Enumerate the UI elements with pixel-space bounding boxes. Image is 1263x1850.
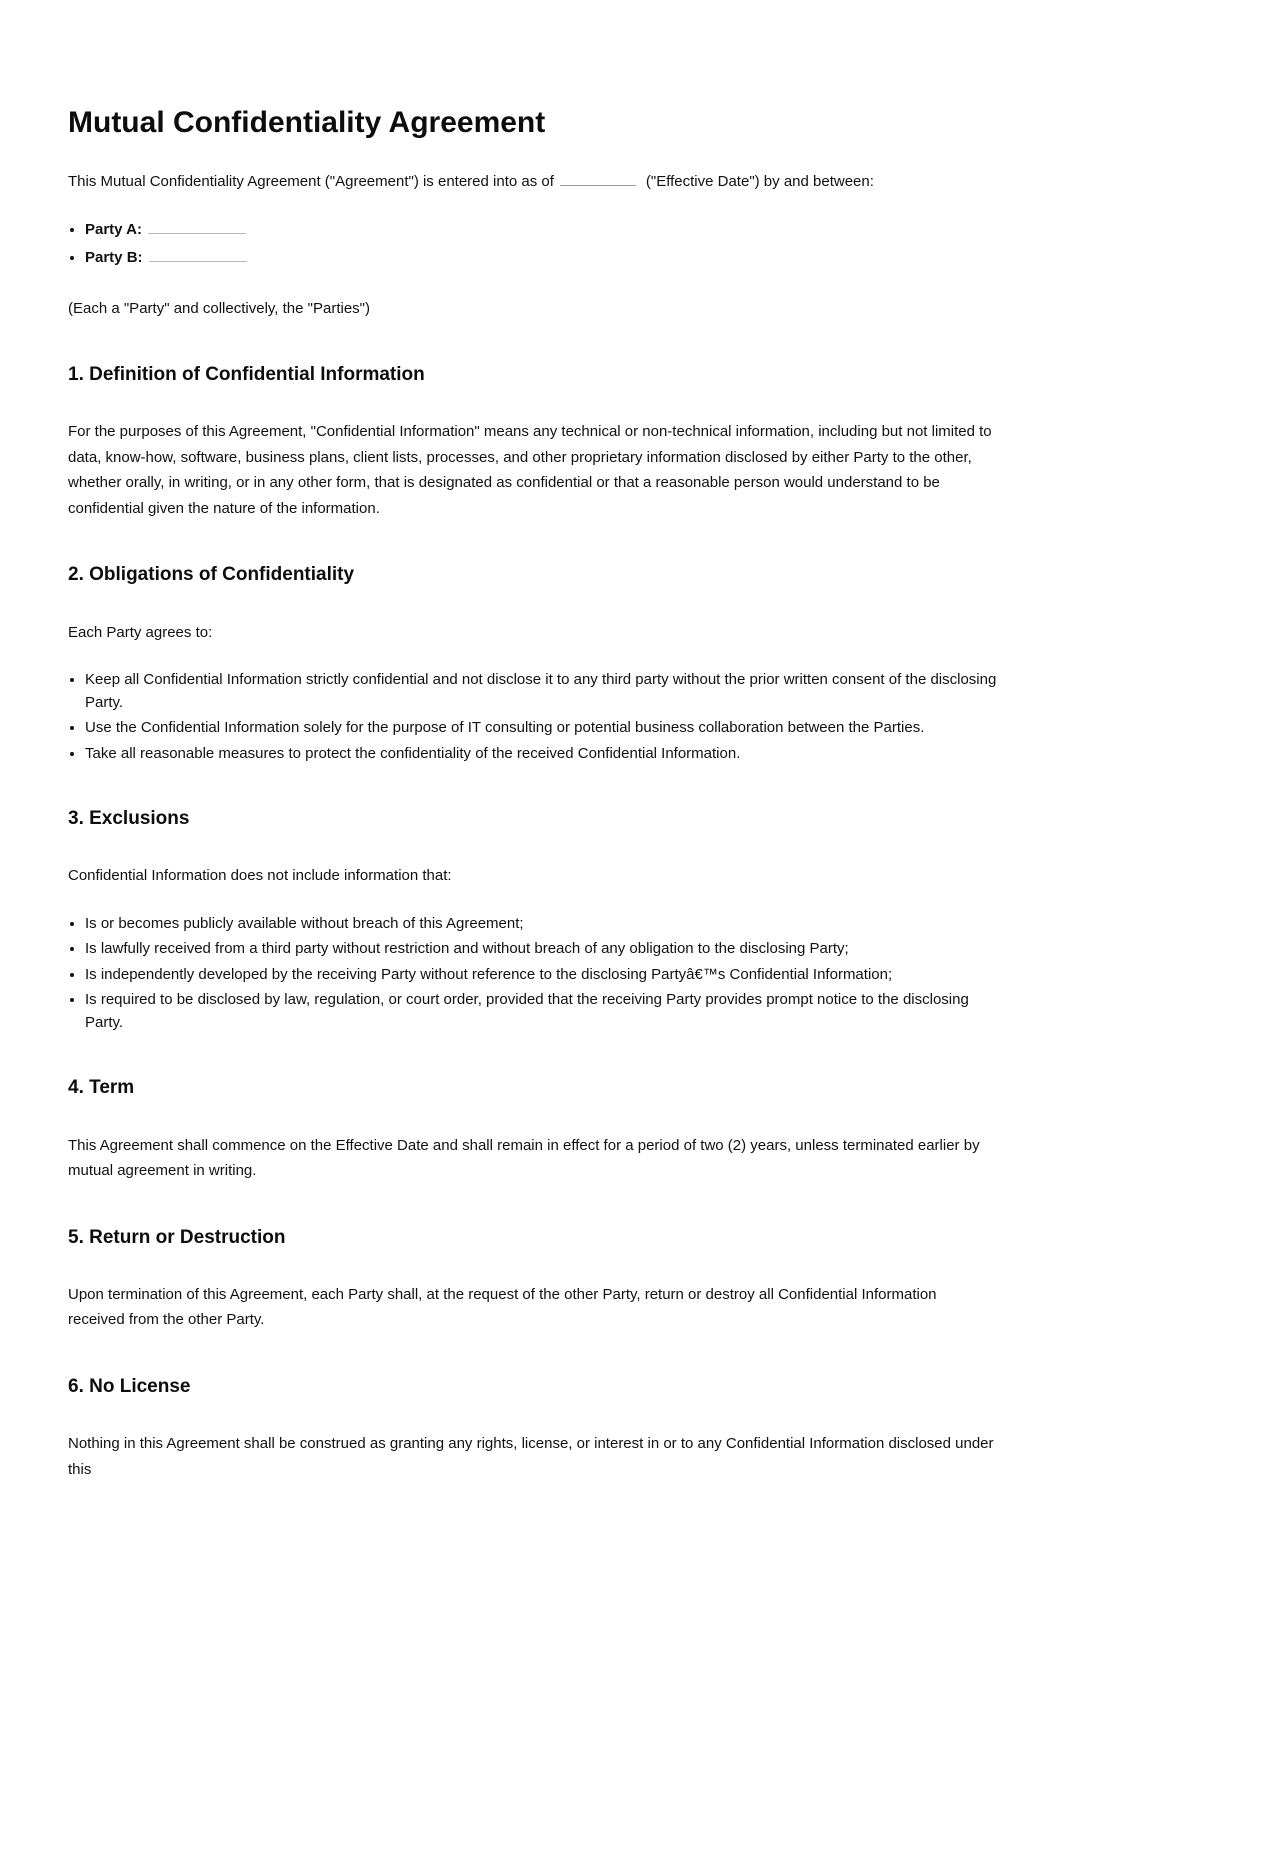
parties-note: (Each a "Party" and collectively, the "Parties") — [68, 299, 370, 317]
list-item: • Use the Confidential Information solely for the purpose of IT consulting or potential business collaboration between the Parties. — [85, 717, 997, 740]
section-definition — [68, 359, 997, 521]
list-item: • Is lawfully received from a third party without restriction and without breach of any obligation to the disclosing Party; — [85, 938, 997, 961]
intro-text-after: ("Effective Date") by and between: — [645, 173, 874, 190]
list-item: • Keep all Confidential Information strictly confidential and not disclose it to any third party without the prior written consent of the disclosing Party. — [85, 669, 997, 714]
section-4-paragraph: This Agreement shall commence on the Effective Date and shall remain in effect for a period of two (2) years, unless terminated earlier by mutual agreement in writing. — [68, 1136, 980, 1180]
party-a-label: Party A: — [85, 220, 142, 238]
intro-text-before: This Mutual Confidentiality Agreement ("Agreement") is entered into as of — [68, 173, 554, 190]
document-title: Mutual Confidentiality Agreement — [68, 106, 546, 139]
section-3-bullet-list — [68, 913, 997, 1035]
party-b-blank — [149, 248, 247, 262]
section-2-bullet-list — [68, 669, 997, 765]
list-item: • Is independently developed by the receiving Party without reference to the disclosing Partyâ€™s Confidential Information; — [85, 964, 997, 987]
section-5-heading: 5. Return or Destruction — [68, 1226, 286, 1248]
section-6-heading: 6. No License — [68, 1375, 191, 1397]
list-item: • Is or becomes publicly available without breach of this Agreement; — [85, 913, 997, 936]
intro-paragraph — [68, 169, 997, 195]
list-item: • Is required to be disclosed by law, regulation, or court order, provided that the receiving Party provides prompt notice to the disclosing Party. — [85, 989, 997, 1034]
section-3-paragraph: Confidential Information does not include information that: — [68, 867, 452, 885]
party-list — [68, 219, 997, 270]
list-item: • Take all reasonable measures to protect the confidentiality of the received Confidential Information. — [85, 743, 997, 766]
section-return-destruction — [68, 1222, 997, 1333]
party-a-blank — [148, 220, 246, 234]
section-3-heading: 3. Exclusions — [68, 808, 190, 830]
party-a-item — [85, 219, 997, 242]
document-page — [68, 0, 997, 1482]
party-b-label: Party B: — [85, 249, 143, 266]
party-b-item — [85, 247, 997, 270]
section-no-license — [68, 1371, 997, 1482]
section-5-paragraph: Upon termination of this Agreement, each Party shall, at the request of the other Party, return or destroy all Confidential Information received from the other Party. — [68, 1285, 937, 1329]
section-obligations — [68, 559, 997, 765]
section-2-heading: 2. Obligations of Confidentiality — [68, 564, 355, 586]
section-4-heading: 4. Term — [68, 1077, 135, 1099]
effective-date-blank — [560, 172, 636, 186]
section-term — [68, 1072, 997, 1183]
section-6-paragraph: Nothing in this Agreement shall be construed as granting any rights, license, or interest in or to any Confidential Information disclosed under this — [68, 1435, 994, 1478]
section-2-paragraph: Each Party agrees to: — [68, 623, 213, 641]
section-1-heading: 1. Definition of Confidential Information — [68, 364, 425, 385]
section-exclusions — [68, 803, 997, 1034]
section-1-paragraph: For the purposes of this Agreement, "Confidential Information" means any technical or non-technical information, including but not limited to data, know-how, software, business plans, client lists, processes, and other proprietary information disclosed by either Party to the other, whether orally, in writing, or in any other form, that is designated as confidential or that a reasonable person would understand to be confidential given the nature of the information. — [68, 423, 992, 517]
